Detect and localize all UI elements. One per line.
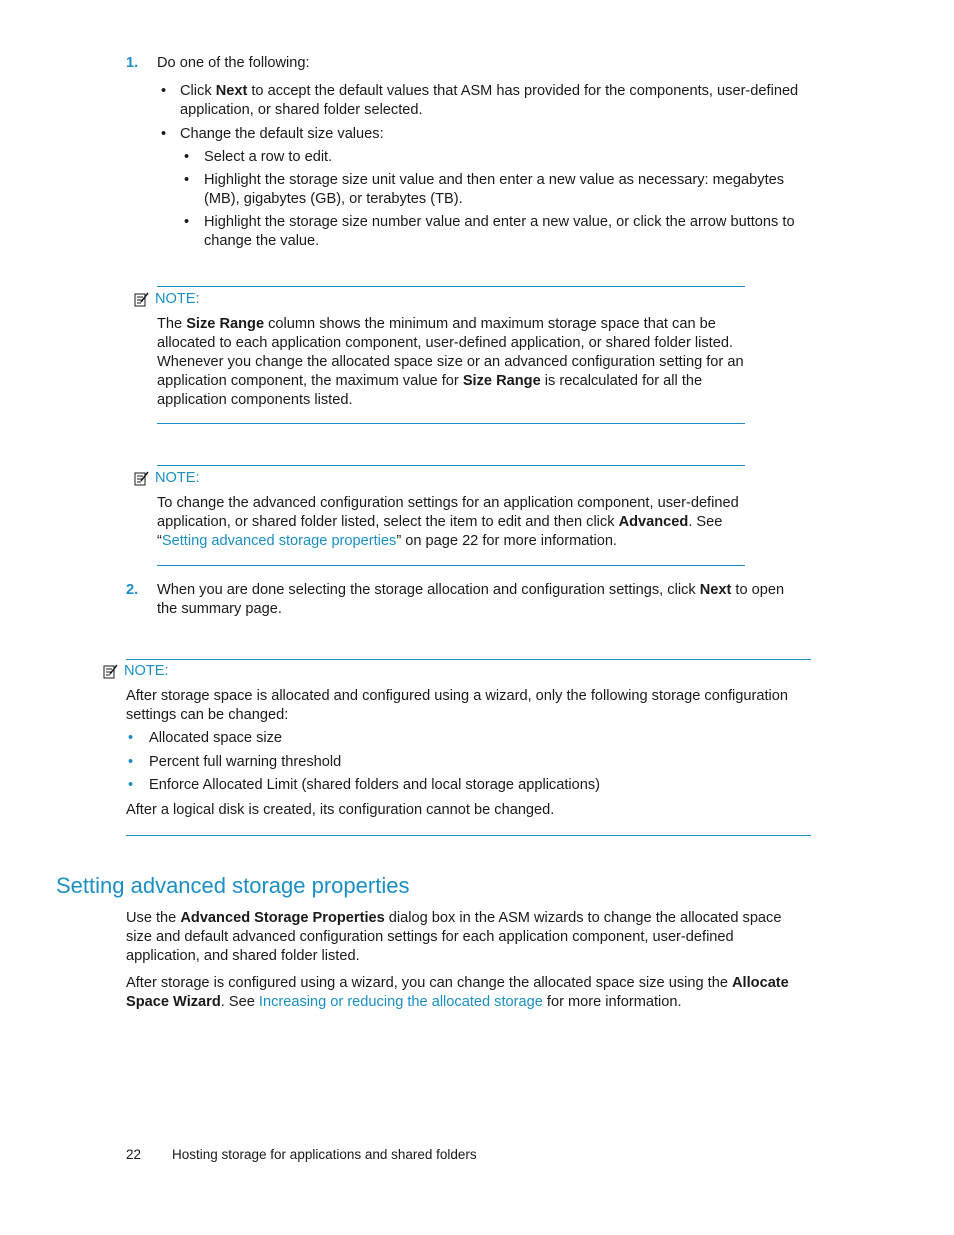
footer-title: Hosting storage for applications and shared folders bbox=[172, 1147, 477, 1162]
step-1-intro: Do one of the following: bbox=[157, 55, 310, 71]
step-2-text: When you are done selecting the storage allocation and configuration settings, click Next to open the summary page. bbox=[157, 582, 785, 617]
note-3-item: Enforce Allocated Limit (shared folders and local storage applications) bbox=[149, 777, 601, 793]
note-2-header bbox=[134, 469, 200, 488]
note-label: NOTE: bbox=[155, 470, 200, 486]
section-paragraph-1: Use the Advanced Storage Properties dialog box in the ASM wizards to change the allocated space size and default advanced configuration settings for each application component, user-defined application, and shared folder listed. bbox=[126, 910, 782, 964]
step-2-number: 2. bbox=[126, 582, 139, 598]
setting-advanced-link[interactable]: Setting advanced storage properties bbox=[161, 533, 397, 549]
note-label: NOTE: bbox=[155, 291, 200, 307]
note-3-header bbox=[103, 662, 169, 681]
note-top-rule bbox=[126, 659, 811, 660]
section-heading: Setting advanced storage properties bbox=[56, 873, 410, 898]
sub-bullet-dot: • bbox=[184, 172, 190, 188]
sub-bullet-dot: • bbox=[184, 214, 190, 230]
bullet-dot: • bbox=[161, 83, 167, 99]
note-icon bbox=[103, 664, 118, 679]
note-3-outro: After a logical disk is created, its configuration cannot be changed. bbox=[126, 802, 555, 818]
note-label: NOTE: bbox=[124, 663, 169, 679]
note-1-body: The Size Range column shows the minimum and maximum storage space that can be allocated to each application component, user-defined application, or shared folder listed. Whenever you change the allocated space size or an advanced configuration setting for an application component, the maximum value for Size Range is recalculated for all the application components listed. bbox=[157, 316, 744, 408]
note-3-intro: After storage space is allocated and configured using a wizard, only the following storage configuration settings can be changed: bbox=[126, 688, 788, 723]
note-icon bbox=[134, 471, 149, 486]
bullet-click-next: Click Next to accept the default values that ASM has provided for the components, user-defined application, or shared folder selected. bbox=[180, 83, 799, 118]
note-1-header bbox=[134, 290, 200, 309]
sub-bullet-unit-value: Highlight the storage size unit value and then enter a new value as necessary: megabytes (MB), gigabytes (GB), or terabytes (TB). bbox=[204, 172, 785, 207]
note-bottom-rule bbox=[157, 565, 745, 566]
note-bottom-rule bbox=[157, 423, 745, 424]
page-number: 22 bbox=[126, 1147, 142, 1162]
note-3-item: Percent full warning threshold bbox=[149, 754, 342, 770]
note-2-body: To change the advanced configuration settings for an application component, user-defined application, or shared folder listed, select the item to edit and then click Advanced. See “Setting advanced storage properties” on page 22 for more information. bbox=[157, 495, 739, 549]
bullet-dot: • bbox=[128, 730, 134, 746]
note-icon bbox=[134, 292, 149, 307]
bullet-dot: • bbox=[128, 777, 134, 793]
note-top-rule bbox=[157, 286, 745, 287]
sub-bullet-dot: • bbox=[184, 149, 190, 165]
sub-bullet-number-value: Highlight the storage size number value and enter a new value, or click the arrow buttons to change the value. bbox=[204, 214, 795, 249]
bullet-dot: • bbox=[128, 754, 134, 770]
note-top-rule bbox=[157, 465, 745, 466]
step-1-number: 1. bbox=[126, 55, 139, 71]
bullet-change-defaults: Change the default size values: bbox=[180, 126, 384, 142]
bullet-dot: • bbox=[161, 126, 167, 142]
sub-bullet-select-row: Select a row to edit. bbox=[204, 149, 333, 165]
note-3-item: Allocated space size bbox=[149, 730, 283, 746]
note-bottom-rule bbox=[126, 835, 811, 836]
increasing-reducing-link[interactable]: Increasing or reducing the allocated storage bbox=[258, 994, 543, 1010]
section-paragraph-2: After storage is configured using a wizard, you can change the allocated space size using the Allocate Space Wizard. See Increasing or reducing the allocated storage for more information. bbox=[126, 975, 789, 1010]
